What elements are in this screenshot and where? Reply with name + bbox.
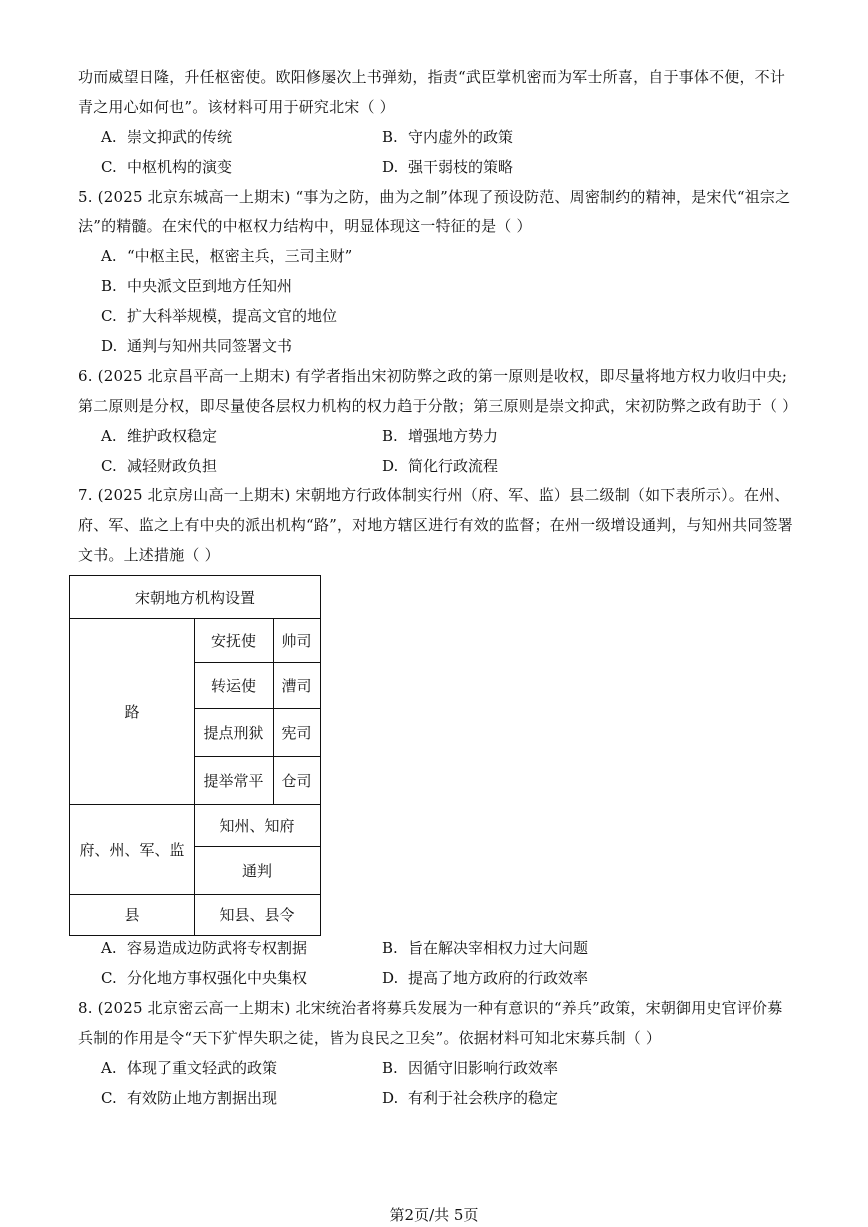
question-4-option-b[interactable]: B. 守内虚外的政策 [382,128,514,146]
table-cell-tijuchangping: 提举常平 [203,771,264,790]
question-6-text-line-2: 第二原则是分权，即尽量使各层权力机构的权力趋于分散；第三原则是崇文抑武，宋初防弊之政有助于（ ） [78,397,798,415]
question-6-option-a[interactable]: A. 维护政权稳定 [101,427,218,445]
question-4-option-a[interactable]: A. 崇文抑武的传统 [101,128,233,146]
question-5-option-c[interactable]: C. 扩大科举规模，提高文官的地位 [101,307,338,325]
question-4-option-c[interactable]: C. 中枢机构的演变 [101,158,233,176]
question-6-option-b[interactable]: B. 增强地方势力 [382,427,499,445]
table-title: 宋朝地方机构设置 [134,588,255,607]
page-number-footer: 第2页/共 5页 [389,1206,479,1224]
question-8-text-line-1: 8. (2025 北京密云高一上期末) 北宋统治者将募兵发展为一种有意识的“养兵”政策，宋朝御用史官评价募 [78,999,783,1017]
question-5-option-d[interactable]: D. 通判与知州共同签署文书 [101,337,293,355]
question-7-text-line-2: 府、军、监之上有中央的派出机构“路”，对地方辖区进行有效的监督；在州一级增设通判，与知州共同签署 [78,516,793,534]
question-6-option-d[interactable]: D. 简化行政流程 [382,457,499,475]
question-6-text-line-1: 6. (2025 北京昌平高一上期末) 有学者指出宋初防弊之政的第一原则是收权，即尽量将地方权力收归中央; [78,367,788,385]
table-cell-xiansi: 宪司 [281,723,312,742]
table-cell-zhixian-xianling: 知县、县令 [219,906,295,924]
question-8-text-line-2: 兵制的作用是令“天下犷悍失职之徒，皆为良民之卫矣”。依据材料可知北宋募兵制（ ） [78,1029,662,1047]
question-8-option-d[interactable]: D. 有利于社会秩序的稳定 [382,1089,559,1107]
table-cell-cangsi: 仓司 [281,771,312,790]
table-cell-tidianxingyu: 提点刑狱 [203,723,264,742]
question-7-option-c[interactable]: C. 分化地方事权强化中央集权 [101,969,308,987]
question-8-option-a[interactable]: A. 体现了重文轻武的政策 [101,1059,278,1077]
question-7-text-line-3: 文书。上述措施（ ） [78,546,220,564]
table-cell-tongpan: 通判 [241,861,272,880]
table-cell-xian: 县 [124,906,140,924]
table-cell-anfushi: 安抚使 [210,631,256,650]
question-7-option-d[interactable]: D. 提高了地方政府的行政效率 [382,969,589,987]
question-7-option-a[interactable]: A. 容易造成边防武将专权割据 [101,939,308,957]
table-cell-shuaisi: 帅司 [281,631,312,650]
question-8-option-c[interactable]: C. 有效防止地方割据出现 [101,1089,278,1107]
question-5-text-line-2: 法”的精髓。在宋代的中枢权力结构中，明显体现这一特征的是（ ） [78,217,532,235]
song-local-institutions-table [69,575,321,936]
question-4-option-d[interactable]: D. 强干弱枝的策略 [382,158,514,176]
question-5-text-line-1: 5. (2025 北京东城高一上期末) “事为之防，曲为之制”体现了预设防范、周密制约的精神，是宋代“祖宗之 [78,188,791,206]
table-cell-zhuanyunshi: 转运使 [210,676,256,695]
question-4-text-line-1: 功而威望日隆，升任枢密使。欧阳修屡次上书弹劾，指责“武臣掌机密而为军士所喜，自于事体不便，不计 [78,68,786,86]
question-4-text-line-2: 青之用心如何也”。该材料可用于研究北宋（ ） [78,98,395,116]
table-cell-fu-zhou-jun-jian: 府、州、军、监 [79,840,185,859]
question-7-option-b[interactable]: B. 旨在解决宰相权力过大问题 [382,939,589,957]
table-cell-lu: 路 [124,702,140,721]
table-cell-zhizhou-zhifu: 知州、知府 [219,816,295,835]
question-5-option-b[interactable]: B. 中央派文臣到地方任知州 [101,277,293,295]
question-6-option-c[interactable]: C. 减轻财政负担 [101,457,218,475]
question-7-text-line-1: 7. (2025 北京房山高一上期末) 宋朝地方行政体制实行州（府、军、监）县二级制（如下表所示）。在州、 [78,486,790,504]
question-8-option-b[interactable]: B. 因循守旧影响行政效率 [382,1059,559,1077]
table-cell-caosi: 漕司 [281,676,312,695]
question-5-option-a[interactable]: A. “中枢主民，枢密主兵，三司主财” [101,247,353,265]
